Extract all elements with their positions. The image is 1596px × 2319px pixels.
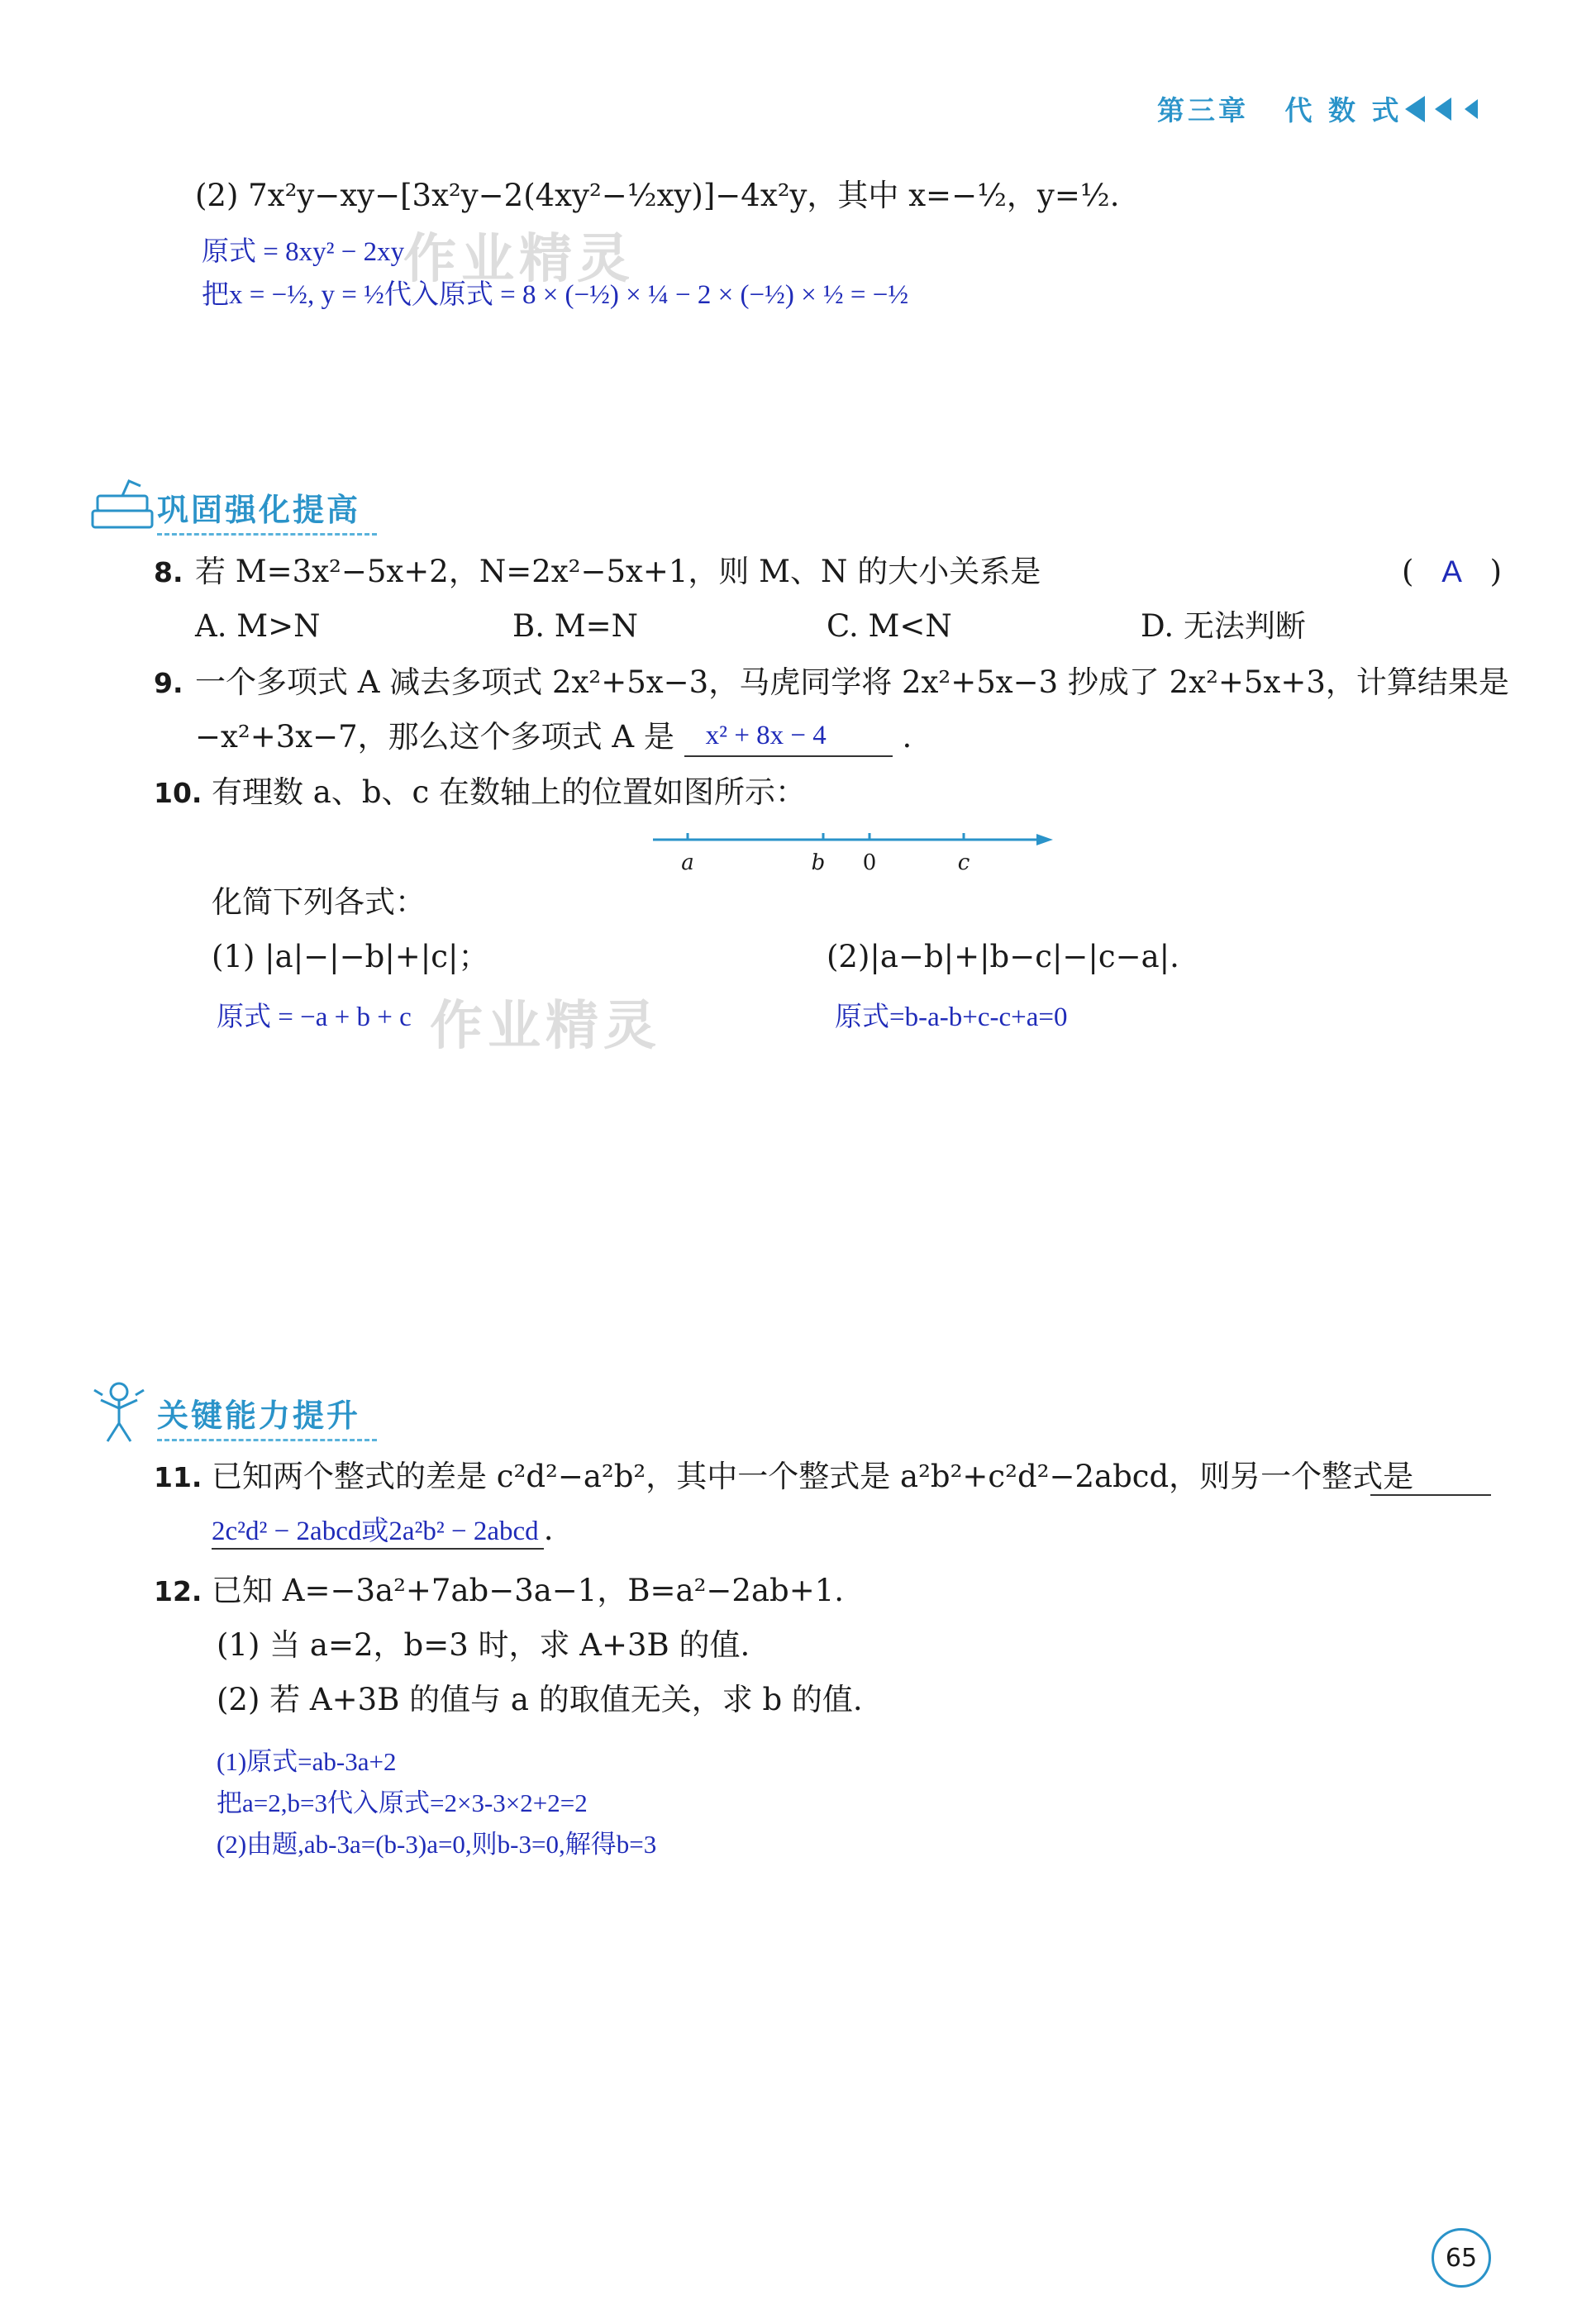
q11-answer: 2c²d² − 2abcd或2a²b² − 2abcd [212, 1509, 544, 1550]
q8-bracket-left: ( [1402, 554, 1414, 589]
q12-answer-line-2: 把a=2,b=3代入原式=2×3-3×2+2=2 [217, 1788, 588, 1817]
q8-number: 8. [154, 556, 183, 588]
axis-label-c: c [957, 850, 970, 875]
q10-instruction: 化简下列各式： [212, 884, 426, 920]
q10-answer-2: 原式=b-a-b+c-c+a=0 [835, 1002, 1068, 1032]
books-icon [89, 478, 159, 532]
q12-answer-line-1: (1)原式=ab-3a+2 [217, 1747, 397, 1776]
q11-text: 已知两个整式的差是 c²d²−a²b²，其中一个整式是 a²b²+c²d²−2abcd，则另一个整式是 [212, 1459, 1414, 1494]
problem-2-question: (2) 7x²y−xy−[3x²y−2(4xy²−½xy)]−4x²y，其中 x=−½，y=½. [195, 178, 1120, 213]
q8-option-b: B. M=N [512, 608, 638, 644]
q10-answer-1: 原式 = −a + b + c [217, 1002, 412, 1032]
q11-answer-line [212, 1509, 553, 1550]
problem-2-answer-line-1: 原式 = 8xy² − 2xy [202, 237, 405, 267]
section-title-key-ability: 关键能力提升 [157, 1390, 377, 1441]
watermark-2: 作业精灵 [430, 996, 661, 1057]
q8-bracket-right: ) [1489, 554, 1503, 589]
q8-answer: A [1441, 555, 1462, 588]
q10-part-2: (2)|a−b|+|b−c|−|c−a|. [827, 939, 1179, 974]
problem-2-answer-line-2: 把x = −½, y = ½代入原式 = 8 × (−½) × ¼ − 2 × (−½) × ½ = −½ [202, 280, 909, 310]
axis-label-b: b [811, 850, 826, 875]
q10-number: 10. [154, 777, 202, 809]
q10-text: 有理数 a、b、c 在数轴上的位置如图所示： [212, 774, 806, 810]
q11-number: 11. [154, 1461, 202, 1493]
q8-answer-bracket [1402, 552, 1502, 592]
q8-option-c: C. M<N [827, 608, 952, 644]
q8-option-d: D. 无法判断 [1141, 608, 1306, 644]
page-number: 65 [1432, 2228, 1491, 2288]
section-title-consolidate: 巩固强化提高 [157, 484, 377, 536]
q8-text: 若 M=3x²−5x+2，N=2x²−5x+1，则 M、N 的大小关系是 [195, 554, 1041, 589]
q11-blank-line-1 [1370, 1494, 1491, 1496]
watermark-1: 作业精灵 [403, 229, 635, 290]
figure-icon [89, 1379, 150, 1445]
q9-line-2-prefix: −x²+3x−7，那么这个多项式 A 是 [195, 719, 674, 755]
q11-suffix: . [543, 1512, 554, 1547]
q9-answer: x² + 8x − 4 [684, 716, 893, 757]
q12-text: 已知 A=−3a²+7ab−3a−1，B=a²−2ab+1. [212, 1573, 845, 1608]
chapter-topic: 代 数 式 [1284, 94, 1403, 126]
axis-label-0: 0 [862, 850, 877, 875]
axis-label-a: a [681, 850, 694, 875]
q9-number: 9. [154, 667, 183, 699]
chapter-number: 第三章 [1157, 94, 1249, 126]
number-line [650, 823, 1055, 878]
q12-part-2: (2) 若 A+3B 的值与 a 的取值无关，求 b 的值. [217, 1682, 863, 1717]
q9-line-2-suffix: . [902, 719, 912, 755]
q12-number: 12. [154, 1575, 202, 1607]
q12-part-1: (1) 当 a=2，b=3 时，求 A+3B 的值. [217, 1627, 750, 1663]
q9-line-1: 一个多项式 A 减去多项式 2x²+5x−3，马虎同学将 2x²+5x−3 抄成了 2x²+5x+3，计算结果是 [195, 664, 1509, 700]
q10-part-1: (1) |a|−|−b|+|c|； [212, 939, 489, 974]
chapter-label [1157, 89, 1402, 128]
q12-answer-line-3: (2)由题,ab-3a=(b-3)a=0,则b-3=0,解得b=3 [217, 1830, 657, 1859]
q9-line-2 [195, 716, 912, 757]
q8-option-a: A. M>N [195, 608, 321, 644]
triangle-arrows-icon [1405, 93, 1496, 126]
